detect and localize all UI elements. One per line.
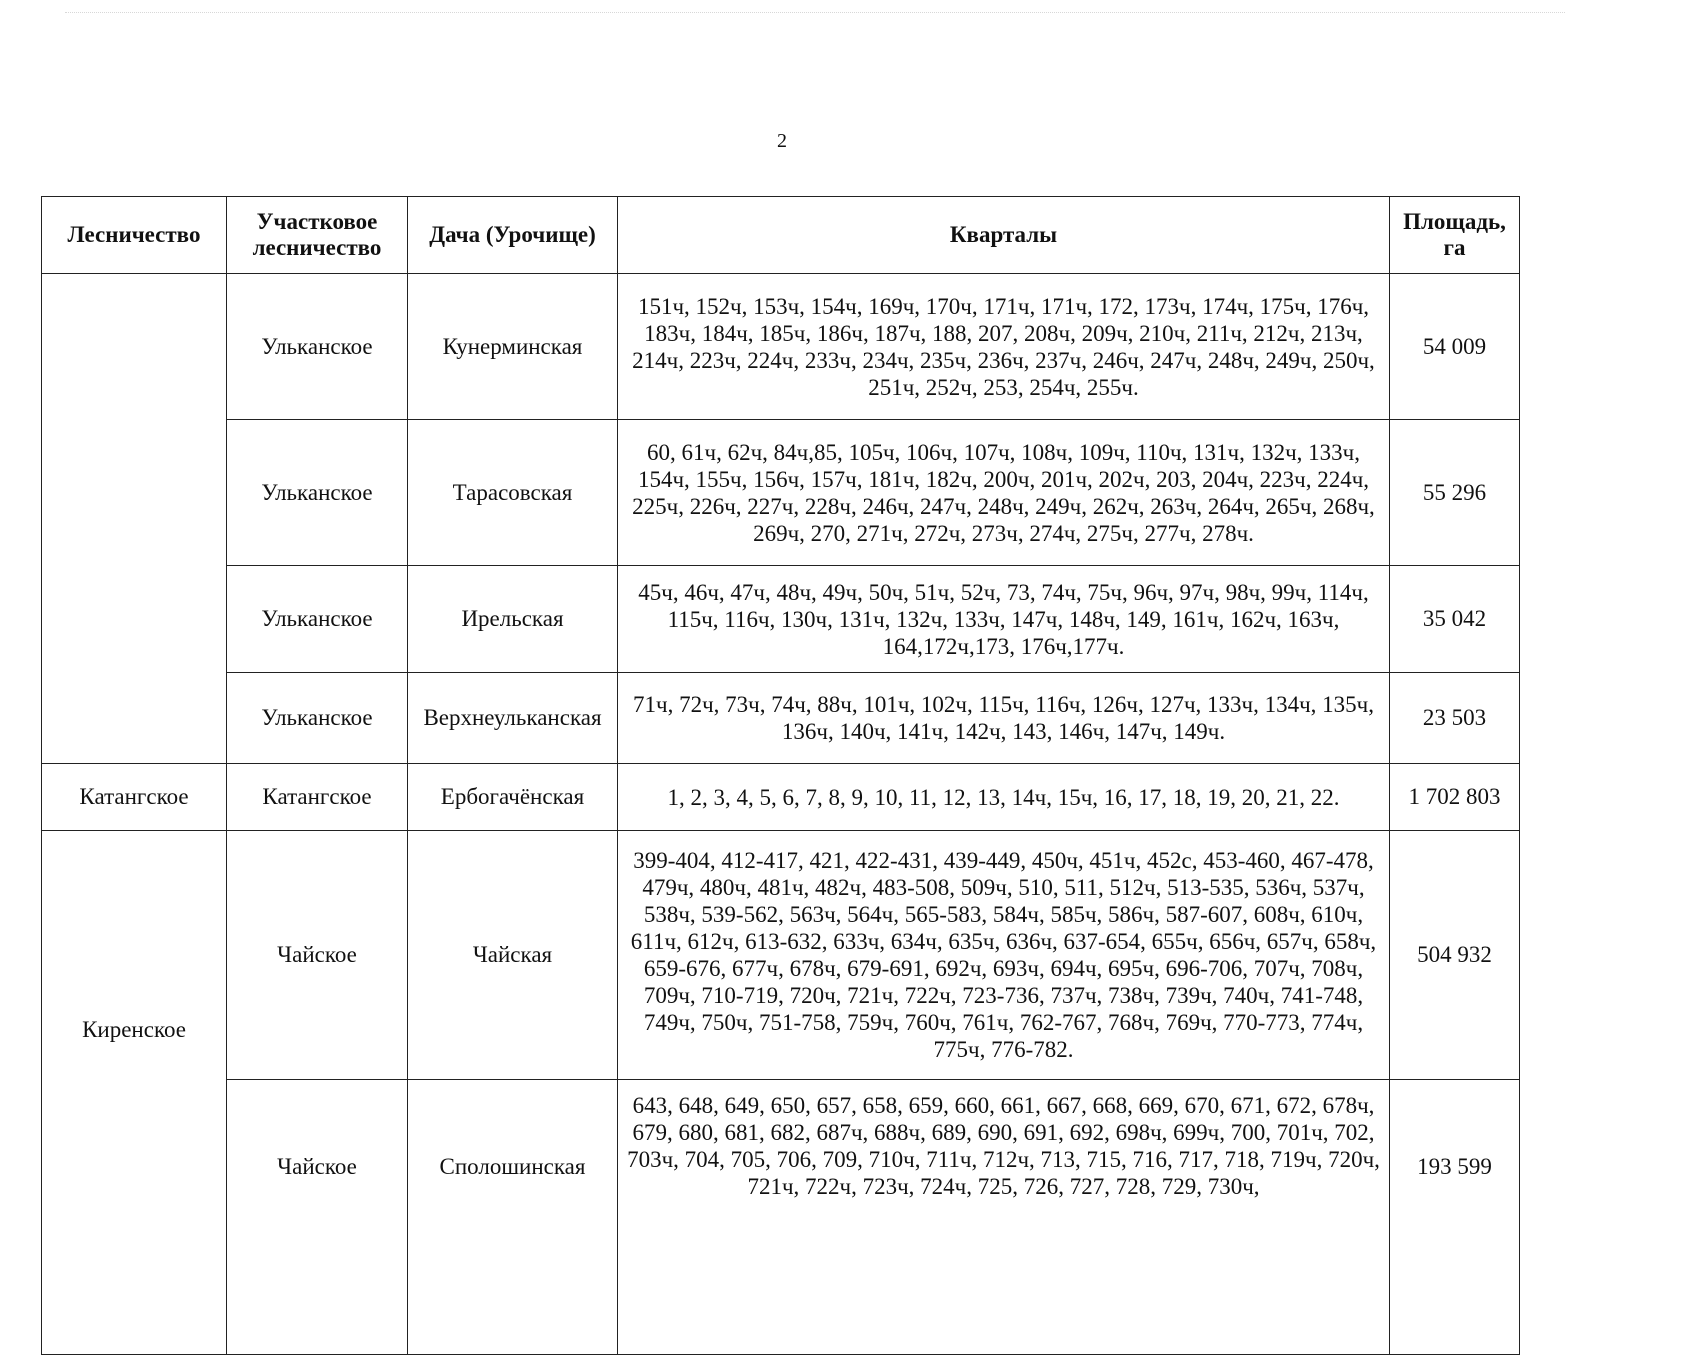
area-cell: 504 932 (1390, 831, 1520, 1080)
table-row (42, 764, 1520, 831)
header-district: Участковое лесничество (227, 197, 408, 274)
quarters-cell: 60, 61ч, 62ч, 84ч,85, 105ч, 106ч, 107ч, 108ч, 109ч, 110ч, 131ч, 132ч, 133ч, 154ч, 155ч, 156ч, 157ч, 181ч, 182ч, 200ч, 201ч, 202ч, 203, 204ч, 223ч, 224ч, 225ч, 226ч, 227ч, 228ч, 246ч, 247ч, 248ч, 249ч, 262ч, 263ч, 264ч, 265ч, 268ч, 269ч, 270, 271ч, 272ч, 273ч, 274ч, 275ч, 277ч, 278ч. (618, 420, 1390, 566)
district-cell: Ульканское (227, 420, 408, 566)
table-row (42, 420, 1520, 566)
quarters-cell: 1, 2, 3, 4, 5, 6, 7, 8, 9, 10, 11, 12, 13, 14ч, 15ч, 16, 17, 18, 19, 20, 21, 22. (618, 764, 1390, 831)
table-row (42, 673, 1520, 764)
district-cell: Ульканское (227, 566, 408, 673)
area-cell: 1 702 803 (1390, 764, 1520, 831)
header-dacha: Дача (Урочище) (408, 197, 618, 274)
dacha-cell: Сполошинская (408, 1080, 618, 1355)
header-forestry: Лесничество (42, 197, 227, 274)
quarters-cell: 399-404, 412-417, 421, 422-431, 439-449, 450ч, 451ч, 452с, 453-460, 467-478, 479ч, 480ч, 481ч, 482ч, 483-508, 509ч, 510, 511, 512ч, 513-535, 536ч, 537ч, 538ч, 539-562, 563ч, 564ч, 565-583, 584ч, 585ч, 586ч, 587-607, 608ч, 610ч, 611ч, 612ч, 613-632, 633ч, 634ч, 635ч, 636ч, 637-654, 655ч, 656ч, 657ч, 658ч, 659-676, 677ч, 678ч, 679-691, 692ч, 693ч, 694ч, 695ч, 696-706, 707ч, 708ч, 709ч, 710-719, 720ч, 721ч, 722ч, 723-736, 737ч, 738ч, 739ч, 740ч, 741-748, 749ч, 750ч, 751-758, 759ч, 760ч, 761ч, 762-767, 768ч, 769ч, 770-773, 774ч, 775ч, 776-782. (618, 831, 1390, 1080)
district-cell: Чайское (227, 831, 408, 1080)
page-number: 2 (777, 130, 787, 152)
dacha-cell: Тарасовская (408, 420, 618, 566)
district-cell: Ульканское (227, 274, 408, 420)
header-quarters: Кварталы (618, 197, 1390, 274)
forestry-cell: Катангское (42, 764, 227, 831)
area-cell: 54 009 (1390, 274, 1520, 420)
dacha-cell: Верхнеульканская (408, 673, 618, 764)
quarters-cell: 45ч, 46ч, 47ч, 48ч, 49ч, 50ч, 51ч, 52ч, 73, 74ч, 75ч, 96ч, 97ч, 98ч, 99ч, 114ч, 115ч, 116ч, 130ч, 131ч, 132ч, 133ч, 147ч, 148ч, 149, 161ч, 162ч, 163ч, 164,172ч,173, 176ч,177ч. (618, 566, 1390, 673)
table-header-row (42, 197, 1520, 274)
dacha-cell: Чайская (408, 831, 618, 1080)
forestry-cell: Киренское (42, 831, 227, 1355)
forestry-cell (42, 274, 227, 764)
table-row (42, 274, 1520, 420)
area-cell: 193 599 (1390, 1080, 1520, 1355)
header-area: Площадь, га (1390, 197, 1520, 274)
quarters-cell: 643, 648, 649, 650, 657, 658, 659, 660, 661, 667, 668, 669, 670, 671, 672, 678ч, 679, 680, 681, 682, 687ч, 688ч, 689, 690, 691, 692, 698ч, 699ч, 700, 701ч, 702, 703ч, 704, 705, 706, 709, 710ч, 711ч, 712ч, 713, 715, 716, 717, 718, 719ч, 720ч, 721ч, 722ч, 723ч, 724ч, 725, 726, 727, 728, 729, 730ч, (618, 1080, 1390, 1355)
district-cell: Чайское (227, 1080, 408, 1355)
quarters-cell: 71ч, 72ч, 73ч, 74ч, 88ч, 101ч, 102ч, 115ч, 116ч, 126ч, 127ч, 133ч, 134ч, 135ч, 136ч, 140ч, 141ч, 142ч, 143, 146ч, 147ч, 149ч. (618, 673, 1390, 764)
dacha-cell: Ербогачёнская (408, 764, 618, 831)
area-cell: 23 503 (1390, 673, 1520, 764)
dacha-cell: Ирельская (408, 566, 618, 673)
table-row (42, 566, 1520, 673)
scan-artifact-line (65, 12, 1565, 13)
table-row (42, 1080, 1520, 1355)
district-cell: Катангское (227, 764, 408, 831)
district-cell: Ульканское (227, 673, 408, 764)
forest-quarters-table (41, 196, 1520, 1355)
quarters-cell: 151ч, 152ч, 153ч, 154ч, 169ч, 170ч, 171ч, 171ч, 172, 173ч, 174ч, 175ч, 176ч, 183ч, 184ч, 185ч, 186ч, 187ч, 188, 207, 208ч, 209ч, 210ч, 211ч, 212ч, 213ч, 214ч, 223ч, 224ч, 233ч, 234ч, 235ч, 236ч, 237ч, 246ч, 247ч, 248ч, 249ч, 250ч, 251ч, 252ч, 253, 254ч, 255ч. (618, 274, 1390, 420)
area-cell: 55 296 (1390, 420, 1520, 566)
area-cell: 35 042 (1390, 566, 1520, 673)
dacha-cell: Кунерминская (408, 274, 618, 420)
table-row (42, 831, 1520, 1080)
